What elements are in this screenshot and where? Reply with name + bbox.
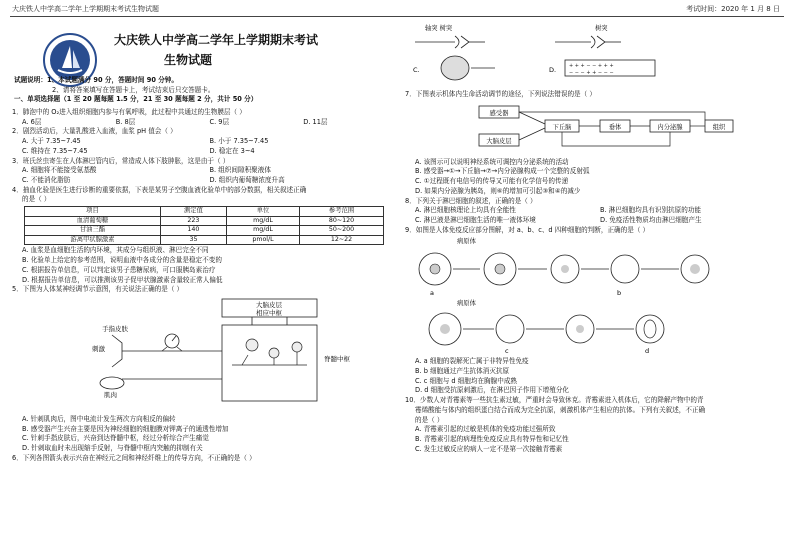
table-header: 测定值 xyxy=(160,207,226,217)
question-2: 2．剧烈活动后，大量乳酸进入血液，血浆 pH 值会（ ） xyxy=(12,127,177,136)
q7-box-tissue: 组织 xyxy=(712,123,726,131)
q1-option-d: D. 11层 xyxy=(303,117,328,126)
q3-option-c: C. 不能消化脂肪 xyxy=(22,175,71,184)
q2-option-d: D. 稳定在 3~4 xyxy=(209,146,255,155)
question-9: 9．如图是人体免疫反应部分图解，对 a、b、c、d 四种细胞的判断，正确的是（ ） xyxy=(405,225,650,234)
q6-diagram-svg xyxy=(405,20,785,90)
q9-immune-diagram-bottom xyxy=(405,297,785,357)
q1-option-c: C. 9层 xyxy=(209,117,230,126)
right-column xyxy=(405,20,785,454)
table-cell: mg/dL xyxy=(227,216,300,226)
table-header: 项目 xyxy=(25,207,161,217)
q7-box-hypothalamus: 下丘脑 xyxy=(552,123,572,131)
q3-option-d: D. 组织内葡萄糖浓度升高 xyxy=(209,175,285,184)
q6-label-a: 轴突 树突 xyxy=(425,25,453,32)
q2-options-row1 xyxy=(12,137,397,147)
question-3: 3．班氏丝虫寄生在人体淋巴管内后，常造成人体下肢肿胀，这是由于（ ） xyxy=(12,156,230,165)
q3-option-a: A. 细胞将不能接受氨基酸 xyxy=(22,166,97,175)
q9-bottom-svg xyxy=(405,297,785,357)
svg-text:+ + + − − + + +: + + + − − + + + xyxy=(569,63,614,69)
q8-option-b: B. 淋巴细胞均具有识别抗原的功能 xyxy=(600,206,702,215)
left-column xyxy=(12,20,397,463)
section-heading: 一、单项选择题（1 至 20 题每题 1.5 分，21 至 30 题每题 2 分，共计 50 分） xyxy=(14,95,258,104)
q5-option-d: D. 针刺取血时未出现缩手反射，与脊髓中枢内突触的抑制有关 xyxy=(22,444,203,453)
table-row xyxy=(25,216,384,226)
q8-option-d: D. 免疫活性物质均由淋巴细胞产生 xyxy=(600,215,702,224)
table-row xyxy=(25,235,384,245)
svg-text:b: b xyxy=(617,289,622,298)
q2-option-c: C. 维持在 7.35~7.45 xyxy=(22,146,88,155)
q9-label-pathogen: 病原体 xyxy=(457,238,476,246)
q7-box-receptor: 感受器 xyxy=(489,109,509,117)
q7-box-cortex: 大脑皮层 xyxy=(486,137,512,145)
q5-label-cortex2: 相应中枢 xyxy=(256,308,282,317)
header-right: 考试时间：2020 年 1 月 8 日 xyxy=(686,5,780,13)
q4-option-c: C. 根据报告单信息，可以判定该男子患糖尿病，可口服胰岛素治疗 xyxy=(22,265,216,274)
q3-options-row1 xyxy=(12,166,397,176)
q5-label-muscle: 肌肉 xyxy=(104,390,117,399)
q7-option-d: D. 如果内分泌腺为胰岛，则⑥的增加可引起③和④的减少 xyxy=(415,186,581,195)
table-cell: mg/dL xyxy=(227,226,300,236)
table-cell: 血清葡萄糖 xyxy=(25,216,161,226)
table-cell: 223 xyxy=(160,216,226,226)
table-row xyxy=(25,226,384,236)
q9-immune-diagram-top xyxy=(405,235,785,297)
q10-option-b: B. 青霉素引起的病理性免疫反应具有特异性和记忆性 xyxy=(415,434,569,443)
question-1: 1．肺泡中的 O₂进入组织细胞内参与有氧呼吸，此过程中共通过的生物膜层（ ） xyxy=(12,108,246,116)
question-10-cont2: 的是（ ） xyxy=(415,415,444,424)
q1-option-a: A. 6层 xyxy=(22,117,42,126)
table-cell: pmol/L xyxy=(227,235,300,245)
q9-option-b: B. b 细胞通过产生抗体消灭抗原 xyxy=(415,367,510,376)
svg-text:d: d xyxy=(645,347,650,356)
instructions xyxy=(14,76,399,105)
svg-text:− − − + + − − −: − − − + + − − − xyxy=(569,70,614,76)
q5-option-c: C. 针刺手指皮肤后，兴奋到达脊髓中枢，经过分析综合产生痛觉 xyxy=(22,434,209,443)
q5-option-a: A. 针刺肌肉后，图中电流计发生两次方向相反的偏转 xyxy=(22,414,176,423)
q7-diagram-svg xyxy=(405,100,785,158)
exam-title: 大庆铁人中学高二学年上学期期末考试 xyxy=(114,33,319,47)
question-8: 8．下列关于淋巴细胞的叙述，正确的是（ ） xyxy=(405,196,537,205)
q3-options-row2 xyxy=(12,176,397,186)
q7-option-b: B. 感受器→①→下丘脑→⑦→内分泌腺构成一个完整的反射弧 xyxy=(415,167,590,176)
table-header: 单位 xyxy=(227,207,300,217)
q3-option-b: B. 组织间隙积聚液体 xyxy=(209,166,271,175)
q8-options-row1 xyxy=(405,206,785,216)
table-cell: 甘油三酯 xyxy=(25,226,161,236)
q4-option-d: D. 根据报告单信息，可以推测该男子促甲状腺激素含量较正常人偏低 xyxy=(22,275,223,284)
question-10-cont: 霉烯酸能与体内的组织蛋白结合而成为完全抗原，刺激机体产生相应的抗体。下列有关叙述，不正确 xyxy=(415,405,706,414)
title-block xyxy=(12,20,397,108)
q9-option-c: C. c 细胞与 d 细胞均在胸腺中成熟 xyxy=(415,376,518,385)
q9-top-svg xyxy=(405,235,785,297)
table-header: 参考范围 xyxy=(300,207,384,217)
q5-label-cortex1: 大脑皮层 xyxy=(256,300,282,309)
q2-option-b: B. 小于 7.35~7.45 xyxy=(209,137,269,146)
svg-text:a: a xyxy=(430,289,434,298)
exam-subtitle: 生物试题 xyxy=(164,53,213,67)
blood-test-table xyxy=(24,206,384,245)
q9-option-a: A. a 细胞的裂解死亡属于非特异性免疫 xyxy=(415,357,529,366)
q1-options xyxy=(12,118,397,128)
q1-option-b: B. 8层 xyxy=(115,117,136,126)
question-10: 10．少数人对青霉素等一些抗生素过敏，严重时会导致休克。青霉素进入机体后，它的降解产物中的青 xyxy=(405,396,704,405)
q7-option-a: A. 该图示可以说明神经系统可调控内分泌系统的活动 xyxy=(415,157,569,166)
q8-option-c: C. 淋巴液是淋巴细胞生活的唯一液体环境 xyxy=(415,215,536,224)
q5-label-skin: 手指皮肤 xyxy=(102,324,128,333)
q4-option-b: B. 化验单上给定的参考范围，说明血液中各成分的含量是稳定不变的 xyxy=(22,256,222,265)
table-cell: 50~200 xyxy=(300,226,384,236)
table-header-row xyxy=(25,207,384,217)
header-left: 大庆铁人中学高二学年上学期期末考试生物试题 xyxy=(12,5,159,13)
header-divider xyxy=(10,16,784,17)
q6-label-c: C. xyxy=(413,66,420,74)
q5-label-stim: 刺激 xyxy=(92,344,105,353)
q9-label-pathogen-2: 病原体 xyxy=(457,300,476,308)
table-cell: 12~22 xyxy=(300,235,384,245)
instruction-2: 2、请将答案填写在答题卡上，考试结束后只交答题卡。 xyxy=(52,85,215,94)
q6-diagrams xyxy=(405,20,785,90)
question-6: 6．下列各图箭头表示兴奋在神经元之间和神经纤维上的传导方向，不正确的是（ ） xyxy=(12,453,256,462)
table-cell: 35 xyxy=(160,235,226,245)
q5-option-b: B. 感受器产生兴奋主要是因为神经细胞的细胞膜对钾离子的通透性增加 xyxy=(22,424,229,433)
question-4-cont: 的是（ ） xyxy=(22,195,51,204)
table-cell: 游离甲状腺激素 xyxy=(25,235,161,245)
question-7: 7．下图表示机体内生命活动调节的途径，下列说法错误的是（ ） xyxy=(405,90,596,98)
q7-option-c: C. ①过程既有电信号的传导又可能有化学信号的传递 xyxy=(415,177,569,186)
q5-nerve-diagram xyxy=(12,295,397,415)
q7-box-pituitary: 垂体 xyxy=(608,123,622,131)
table-cell: 140 xyxy=(160,226,226,236)
question-5: 5．下图为人体某神经调节示意图，有关说法正确的是（ ） xyxy=(12,285,184,294)
q4-option-a: A. 血浆是血细胞生活的内环境，其成分与组织液、淋巴完全不同 xyxy=(22,246,209,255)
q2-option-a: A. 大于 7.35~7.45 xyxy=(22,137,81,146)
q7-box-gland: 内分泌腺 xyxy=(657,123,683,131)
q2-options-row2 xyxy=(12,147,397,157)
q5-label-cord: 脊髓中枢 xyxy=(324,354,350,363)
q9-option-d: D. d 细胞受抗原刺激后，在淋巴因子作用下增殖分化 xyxy=(415,386,570,395)
instruction-1: 试题说明：1、本试题满分 90 分，答题时间 90 分钟。 xyxy=(14,76,178,84)
q10-option-c: C. 发生过敏反应的病人一定不是第一次接触青霉素 xyxy=(415,444,563,453)
q7-regulation-diagram xyxy=(405,100,785,158)
q8-option-a: A. 淋巴细胞核理论上均具有全能性 xyxy=(415,206,516,215)
q6-label-d: D. xyxy=(549,66,557,74)
q8-options-row2 xyxy=(405,216,785,226)
q10-option-a: A. 青霉素引起的过敏是机体的免疫功能过强所致 xyxy=(415,425,556,434)
table-cell: 80~120 xyxy=(300,216,384,226)
q6-label-b: 树突 xyxy=(595,25,608,32)
question-4: 4．抽血化验是医生进行诊断的重要依据，下表是某男子空腹血液化验单中的部分数据，相关叙述正确 xyxy=(12,185,307,194)
q5-diagram-svg xyxy=(12,295,397,415)
svg-text:c: c xyxy=(505,347,509,356)
